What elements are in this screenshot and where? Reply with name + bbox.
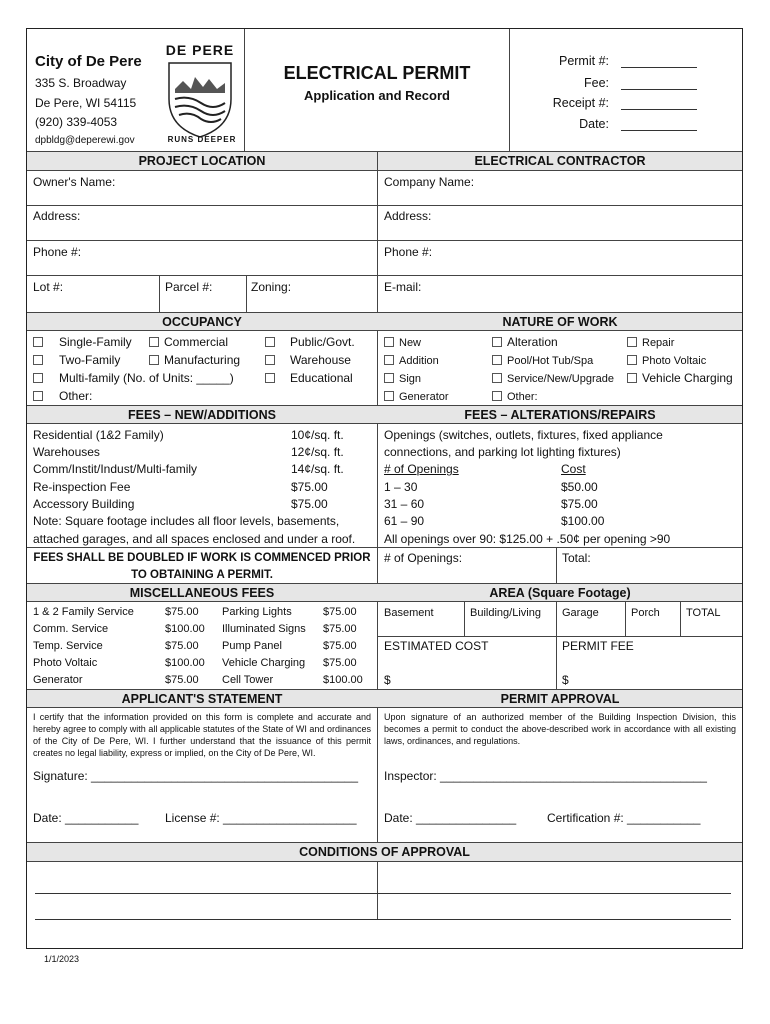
misc-fee-value: $100.00 <box>165 657 205 669</box>
fee-label: Accessory Building <box>33 497 135 511</box>
misc-fee-value: $75.00 <box>165 674 199 686</box>
city-phone: (920) 339-4053 <box>35 115 118 129</box>
inspector-field[interactable]: Inspector: ________________________________________ <box>384 769 707 783</box>
fee-value: 12¢/sq. ft. <box>291 445 344 459</box>
checkbox-icon <box>265 373 275 383</box>
misc-fee-value: $75.00 <box>323 640 357 652</box>
area-garage-field[interactable]: Garage <box>562 607 599 619</box>
fees-doubled-notice: TO OBTAINING A PERMIT. <box>131 569 273 581</box>
permit-form <box>26 28 743 949</box>
nature-pool[interactable]: Pool/Hot Tub/Spa <box>492 354 593 368</box>
form-title: ELECTRICAL PERMIT <box>283 63 471 83</box>
occupancy-public[interactable]: Public/Govt. <box>265 335 355 349</box>
misc-fee-value: $100.00 <box>323 674 363 686</box>
misc-fee-value: $75.00 <box>323 606 357 618</box>
conditions-heading: CONDITIONS OF APPROVAL <box>299 845 470 859</box>
openings-range: 61 – 90 <box>384 514 425 528</box>
openings-over-90: All openings over 90: $125.00 + .50¢ per opening >90 <box>384 532 671 546</box>
checkbox-icon <box>149 355 159 365</box>
checkbox-icon <box>33 391 43 401</box>
fee-label: Warehouses <box>33 445 100 459</box>
misc-fee-value: $75.00 <box>323 623 357 635</box>
checkbox-icon <box>265 337 275 347</box>
checkbox-icon <box>627 373 637 383</box>
company-name-field[interactable]: Company Name: <box>384 175 475 189</box>
receipt-field[interactable] <box>621 109 697 110</box>
occupancy-educational[interactable]: Educational <box>265 371 353 385</box>
city-logo <box>161 41 239 144</box>
nature-addition[interactable]: Addition <box>384 354 439 368</box>
permit-fee-label: PERMIT FEE <box>562 639 634 653</box>
checkbox-icon <box>384 373 394 383</box>
checkbox-icon <box>33 373 43 383</box>
approval-date-field[interactable]: Date: _______________ <box>384 811 517 825</box>
fees-new-heading: FEES – NEW/ADDITIONS <box>128 408 276 422</box>
openings-cost: $50.00 <box>561 480 598 494</box>
openings-intro: connections, and parking lot lighting fixtures) <box>384 445 621 459</box>
fee-label: Fee: <box>583 76 609 90</box>
misc-fee-label: Pump Panel <box>222 640 282 652</box>
logo-wordmark: DE PERE <box>165 42 235 58</box>
lot-field[interactable]: Lot #: <box>33 280 64 294</box>
misc-fee-label: Photo Voltaic <box>33 657 98 669</box>
signature-field[interactable]: Signature: ________________________________________ <box>33 769 358 783</box>
date-label: Date: <box>579 117 609 131</box>
project-location-heading: PROJECT LOCATION <box>138 154 266 168</box>
misc-fees-heading: MISCELLANEOUS FEES <box>129 586 275 600</box>
nature-service[interactable]: Service/New/Upgrade <box>492 372 614 386</box>
form-subtitle: Application and Record <box>304 88 450 103</box>
city-street: 335 S. Broadway <box>35 76 127 90</box>
occupancy-manufacturing[interactable]: Manufacturing <box>149 353 240 367</box>
logo-tagline: RUNS DEEPER <box>167 135 237 144</box>
nature-vehicle-charging[interactable]: Vehicle Charging <box>627 371 733 385</box>
checkbox-icon <box>265 355 275 365</box>
occupancy-warehouse[interactable]: Warehouse <box>265 353 351 367</box>
area-building-field[interactable]: Building/Living <box>470 607 541 619</box>
misc-fee-label: Temp. Service <box>33 640 103 652</box>
permit-number-field[interactable] <box>621 67 697 68</box>
applicant-statement-text: I certify that the information provided on this form is complete and accurate and hereby agree to comply with all applicable statutes of the State of WI and ordinances of the City of De Pere, WI. I further understand that the issuance of this permit creates no legal liability, express or implied, on the City of De Pere, WI. <box>33 712 371 758</box>
checkbox-icon <box>384 337 394 347</box>
occupancy-heading: OCCUPANCY <box>162 315 242 329</box>
estimated-cost-field[interactable]: $ <box>384 673 391 687</box>
occupancy-multi-family[interactable]: Multi-family (No. of Units: _____) <box>33 371 234 385</box>
checkbox-icon <box>384 355 394 365</box>
city-email: dpbldg@deperewi.gov <box>35 135 135 146</box>
receipt-label: Receipt #: <box>552 96 609 110</box>
owner-name-field[interactable]: Owner's Name: <box>33 175 116 189</box>
parcel-field[interactable]: Parcel #: <box>165 280 213 294</box>
checkbox-icon <box>492 391 502 401</box>
openings-cost: $75.00 <box>561 497 598 511</box>
checkbox-icon <box>384 391 394 401</box>
project-address-field[interactable]: Address: <box>33 209 81 223</box>
checkbox-icon <box>492 337 502 347</box>
misc-fee-value: $75.00 <box>165 606 199 618</box>
license-field[interactable]: License #: ____________________ <box>165 811 357 825</box>
shield-icon <box>165 59 235 139</box>
nature-alteration[interactable]: Alteration <box>492 335 558 349</box>
conditions-line[interactable] <box>35 893 731 894</box>
fee-value: 10¢/sq. ft. <box>291 428 344 442</box>
nature-sign[interactable]: Sign <box>384 372 421 386</box>
misc-fee-value: $75.00 <box>165 640 199 652</box>
openings-column-header: # of Openings <box>384 462 459 476</box>
fee-value: 14¢/sq. ft. <box>291 462 344 476</box>
misc-fee-label: Generator <box>33 674 83 686</box>
zoning-field[interactable]: Zoning: <box>251 280 292 294</box>
openings-cost: $100.00 <box>561 514 605 528</box>
checkbox-icon <box>627 337 637 347</box>
checkbox-icon <box>492 355 502 365</box>
fee-value: $75.00 <box>291 497 328 511</box>
nature-photo-voltaic[interactable]: Photo Voltaic <box>627 354 706 368</box>
fee-note: attached garages, and all spaces enclosed and under a roof. <box>33 532 356 546</box>
contractor-phone-field[interactable]: Phone #: <box>384 245 433 259</box>
checkbox-icon <box>149 337 159 347</box>
certification-field[interactable]: Certification #: ___________ <box>547 811 701 825</box>
form-revision-date: 1/1/2023 <box>44 954 80 964</box>
occupancy-single-family[interactable]: Single-Family <box>33 335 132 349</box>
area-basement-field[interactable]: Basement <box>384 607 434 619</box>
openings-total-field[interactable]: Total: <box>562 551 591 565</box>
nature-new[interactable]: New <box>384 336 421 350</box>
occupancy-commercial[interactable]: Commercial <box>149 335 228 349</box>
checkbox-icon <box>33 337 43 347</box>
fee-value: $75.00 <box>291 480 328 494</box>
fee-label: Re-inspection Fee <box>33 480 131 494</box>
city-name: City of De Pere <box>35 53 142 70</box>
misc-fee-label: Cell Tower <box>222 674 274 686</box>
misc-fee-value: $100.00 <box>165 623 205 635</box>
applicant-date-field[interactable]: Date: ___________ <box>33 811 139 825</box>
area-porch-field[interactable]: Porch <box>631 607 660 619</box>
nature-generator[interactable]: Generator <box>384 390 449 404</box>
misc-fee-label: Illuminated Signs <box>222 623 306 635</box>
contractor-address-field[interactable]: Address: <box>384 209 432 223</box>
misc-fee-label: Comm. Service <box>33 623 109 635</box>
openings-range: 31 – 60 <box>384 497 425 511</box>
fees-alt-heading: FEES – ALTERATIONS/REPAIRS <box>464 408 656 422</box>
nature-heading: NATURE OF WORK <box>502 315 618 329</box>
cost-column-header: Cost <box>561 462 586 476</box>
approval-statement-text: Upon signature of an authorized member of the Building Inspection Division, this becomes a permit to conduct the above-described work in accordance with all existing laws, ordinances, and regulations. <box>384 712 736 746</box>
permit-number-label: Permit #: <box>558 54 609 68</box>
estimated-cost-label: ESTIMATED COST <box>384 639 489 653</box>
contractor-heading: ELECTRICAL CONTRACTOR <box>474 154 646 168</box>
misc-fee-label: 1 & 2 Family Service <box>33 606 134 618</box>
openings-intro: Openings (switches, outlets, fixtures, fixed appliance <box>384 428 663 442</box>
misc-fee-value: $75.00 <box>323 657 357 669</box>
fee-note: Note: Square footage includes all floor levels, basements, <box>33 514 340 528</box>
city-citystate: De Pere, WI 54115 <box>35 96 137 110</box>
nature-repair[interactable]: Repair <box>627 336 674 350</box>
area-heading: AREA (Square Footage) <box>489 586 631 600</box>
fee-field[interactable] <box>621 89 697 90</box>
fee-label: Residential (1&2 Family) <box>33 428 164 442</box>
contractor-email-field[interactable]: E-mail: <box>384 280 422 294</box>
openings-range: 1 – 30 <box>384 480 418 494</box>
checkbox-icon <box>33 355 43 365</box>
checkbox-icon <box>492 373 502 383</box>
approval-heading: PERMIT APPROVAL <box>500 692 620 706</box>
date-field[interactable] <box>621 130 697 131</box>
misc-fee-label: Vehicle Charging <box>222 657 306 669</box>
permit-fee-field[interactable]: $ <box>562 673 569 687</box>
fees-doubled-notice: FEES SHALL BE DOUBLED IF WORK IS COMMENCED PRIOR <box>33 552 371 564</box>
occupancy-other[interactable]: Other: <box>33 389 92 403</box>
occupancy-two-family[interactable]: Two-Family <box>33 353 120 367</box>
area-total-field[interactable]: TOTAL <box>686 607 721 619</box>
openings-count-field[interactable]: # of Openings: <box>384 551 463 565</box>
applicant-heading: APPLICANT'S STATEMENT <box>121 692 283 706</box>
misc-fee-label: Parking Lights <box>222 606 292 618</box>
nature-other[interactable]: Other: <box>492 390 538 404</box>
project-phone-field[interactable]: Phone #: <box>33 245 82 259</box>
conditions-line[interactable] <box>35 919 731 920</box>
fee-label: Comm/Instit/Indust/Multi-family <box>33 462 198 476</box>
checkbox-icon <box>627 355 637 365</box>
